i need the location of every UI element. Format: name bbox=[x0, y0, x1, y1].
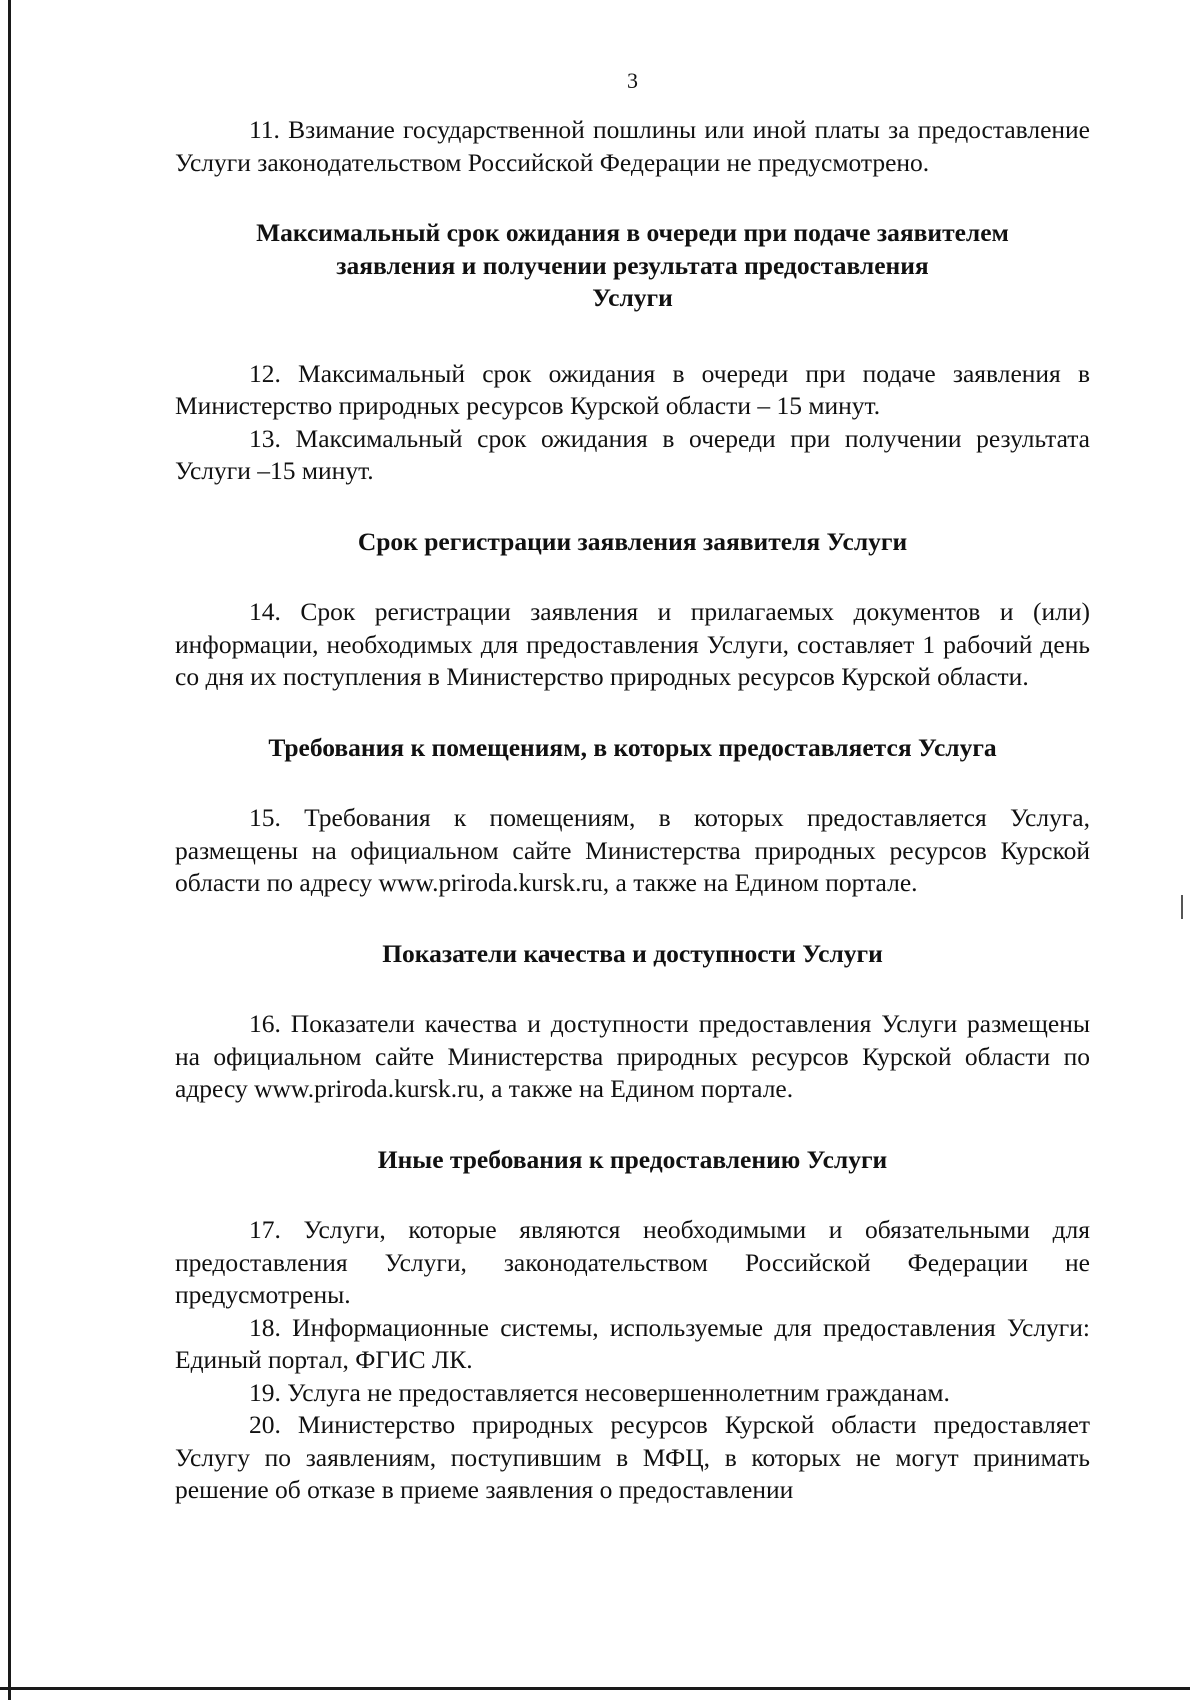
heading-line: Услуги bbox=[592, 283, 673, 312]
heading-line: заявления и получении результата предоставления bbox=[336, 250, 929, 280]
heading-registration-time bbox=[175, 526, 1090, 559]
paragraph-16: 16. Показатели качества и доступности предоставления Услуги размещены на официальном сайте Министерства природных ресурсов Курской области по адресу www.priroda.kursk.ru, а также на Едином портале. bbox=[175, 1009, 1090, 1103]
heading-line: Максимальный срок ожидания в очереди при подаче заявителем bbox=[256, 218, 1009, 247]
heading-line: Показатели качества и доступности Услуги bbox=[382, 938, 883, 968]
heading-line: Иные требования к предоставлению Услуги bbox=[377, 1144, 888, 1174]
heading-line: Требования к помещениям, в которых предоставляется Услуга bbox=[268, 732, 997, 762]
heading-line: Срок регистрации заявления заявителя Услуги bbox=[357, 526, 908, 556]
scan-border-left bbox=[8, 0, 11, 1700]
paragraph-18: 18. Информационные системы, используемые для предоставления Услуги: Единый портал, ФГИС ЛК. bbox=[175, 1312, 1090, 1374]
paragraph-11: 11. Взимание государственной пошлины или иной платы за предоставление Услуги законодательством Российской Федерации не предусмотрено. bbox=[175, 115, 1090, 177]
heading-quality-indicators bbox=[175, 938, 1090, 971]
heading-queue-waiting-time bbox=[175, 217, 1090, 315]
heading-other-requirements bbox=[175, 1144, 1090, 1177]
paragraph-19: 19. Услуга не предоставляется несовершеннолетним гражданам. bbox=[249, 1377, 950, 1407]
paragraph-20: 20. Министерство природных ресурсов Курской области предоставляет Услугу по заявлениям, поступившим в МФЦ, в которых не могут принимать решение об отказе в приеме заявления о предоставлении bbox=[175, 1410, 1090, 1504]
paragraph-17: 17. Услуги, которые являются необходимыми и обязательными для предоставления Услуги, законодательством Российской Федерации не предусмотрены. bbox=[175, 1215, 1090, 1309]
paragraph-14: 14. Срок регистрации заявления и прилагаемых документов и (или) информации, необходимых для предоставления Услуги, составляет 1 рабочий день со дня их поступления в Министерство природных ресурсов Курской области. bbox=[175, 597, 1090, 691]
scan-border-bottom bbox=[0, 1687, 1190, 1690]
paragraph-12: 12. Максимальный срок ожидания в очереди при подаче заявления в Министерство природных ресурсов Курской области – 15 минут. bbox=[175, 358, 1090, 420]
paragraph-13: 13. Максимальный срок ожидания в очереди при получении результата Услуги –15 минут. bbox=[175, 423, 1090, 485]
paragraph-15: 15. Требования к помещениям, в которых предоставляется Услуга, размещены на официальном сайте Министерства природных ресурсов Курской области по адресу www.priroda.kursk.ru, а также на Едином портале. bbox=[175, 803, 1090, 897]
page-number: 3 bbox=[627, 68, 638, 93]
scan-mark bbox=[1181, 895, 1183, 919]
heading-premises-requirements bbox=[175, 732, 1090, 765]
document-page bbox=[175, 68, 1090, 1507]
